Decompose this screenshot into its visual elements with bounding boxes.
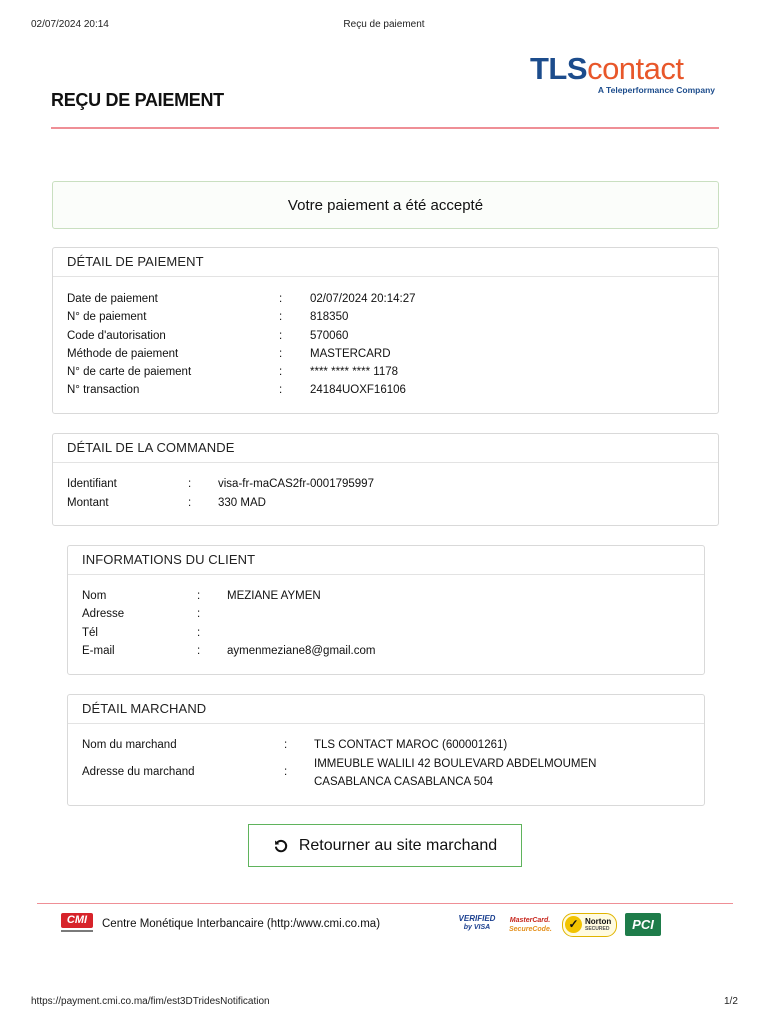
client-address-label: Adresse xyxy=(82,608,125,620)
mastercard-securecode-badge: MasterCard. SecureCode. xyxy=(509,917,552,933)
separator: : xyxy=(279,384,283,396)
separator: : xyxy=(284,739,288,751)
client-phone-label: Tél xyxy=(82,627,98,639)
cmi-logo: CMI xyxy=(61,913,93,935)
merchant-name-value: TLS CONTACT MAROC (600001261) xyxy=(314,739,508,751)
status-message: Votre paiement a été accepté xyxy=(287,196,484,214)
client-email-label: E-mail xyxy=(82,645,115,657)
client-info-card xyxy=(67,545,705,675)
order-id-value: visa-fr-maCAS2fr-0001795997 xyxy=(218,478,374,490)
payment-date-label: Date de paiement xyxy=(67,293,158,305)
undo-icon xyxy=(273,838,289,854)
title-divider xyxy=(51,127,719,129)
amount-value: 330 MAD xyxy=(218,497,266,509)
pci-badge: PCI xyxy=(625,913,661,936)
norton-secured-badge: ✓ Norton SECURED xyxy=(562,913,617,937)
merchant-detail-heading: DÉTAIL MARCHAND xyxy=(68,695,704,724)
payment-detail-heading: DÉTAIL DE PAIEMENT xyxy=(53,248,718,277)
merchant-address-line2: CASABLANCA CASABLANCA 504 xyxy=(314,776,493,788)
return-button-label: Retourner au site marchand xyxy=(298,836,498,854)
separator: : xyxy=(197,627,201,639)
payment-method-value: MASTERCARD xyxy=(310,348,391,360)
client-name-value: MEZIANE AYMEN xyxy=(227,590,321,602)
separator: : xyxy=(279,330,283,342)
payment-number-value: 818350 xyxy=(310,311,349,323)
client-email-value: aymenmeziane8@gmail.com xyxy=(227,645,376,657)
order-detail-heading: DÉTAIL DE LA COMMANDE xyxy=(53,434,718,463)
auth-code-label: Code d'autorisation xyxy=(67,330,166,342)
auth-code-value: 570060 xyxy=(310,330,349,342)
return-to-merchant-button[interactable] xyxy=(248,824,522,867)
merchant-name-label: Nom du marchand xyxy=(82,739,177,751)
amount-label: Montant xyxy=(67,497,109,509)
print-url: https://payment.cmi.co.ma/fim/est3DTridesNotification xyxy=(31,996,270,1007)
transaction-number-value: 24184UOXF16106 xyxy=(310,384,406,396)
merchant-detail-card xyxy=(67,694,705,806)
separator: : xyxy=(197,645,201,657)
logo-contact: contact xyxy=(587,51,684,86)
card-number-label: N° de carte de paiement xyxy=(67,366,192,378)
payment-method-label: Méthode de paiement xyxy=(67,348,179,360)
logo-tls: TLS xyxy=(530,51,588,86)
tlscontact-logo xyxy=(530,51,720,100)
payment-date-value: 02/07/2024 20:14:27 xyxy=(310,293,416,305)
verified-by-visa-badge: VERIFIED by VISA xyxy=(458,914,496,931)
logo-tagline: A Teleperformance Company xyxy=(597,85,715,95)
order-id-label: Identifiant xyxy=(67,478,117,490)
cmi-footer-text: Centre Monétique Interbancaire (http:/www.cmi.co.ma) xyxy=(102,918,381,930)
payment-detail-card xyxy=(52,247,719,414)
footer-divider xyxy=(37,903,733,904)
separator: : xyxy=(188,497,192,509)
check-icon: ✓ xyxy=(565,916,582,933)
page-title: REÇU DE PAIEMENT xyxy=(51,90,224,110)
card-number-value: **** **** **** 1178 xyxy=(310,366,399,378)
print-page-number: 1/2 xyxy=(724,996,738,1007)
separator: : xyxy=(279,311,283,323)
separator: : xyxy=(284,766,288,778)
separator: : xyxy=(197,590,201,602)
payment-number-label: N° de paiement xyxy=(67,311,147,323)
print-doc-title: Reçu de paiement xyxy=(343,19,425,30)
transaction-number-label: N° transaction xyxy=(67,384,140,396)
order-detail-card xyxy=(52,433,719,526)
separator: : xyxy=(197,608,201,620)
client-name-label: Nom xyxy=(82,590,107,602)
separator: : xyxy=(188,478,192,490)
print-datetime: 02/07/2024 20:14 xyxy=(31,19,109,30)
separator: : xyxy=(279,293,283,305)
merchant-address-line1: IMMEUBLE WALILI 42 BOULEVARD ABDELMOUMEN xyxy=(314,758,597,770)
separator: : xyxy=(279,366,283,378)
merchant-address-label: Adresse du marchand xyxy=(82,766,195,778)
client-info-heading: INFORMATIONS DU CLIENT xyxy=(68,546,704,575)
separator: : xyxy=(279,348,283,360)
payment-accepted-banner xyxy=(52,181,719,229)
